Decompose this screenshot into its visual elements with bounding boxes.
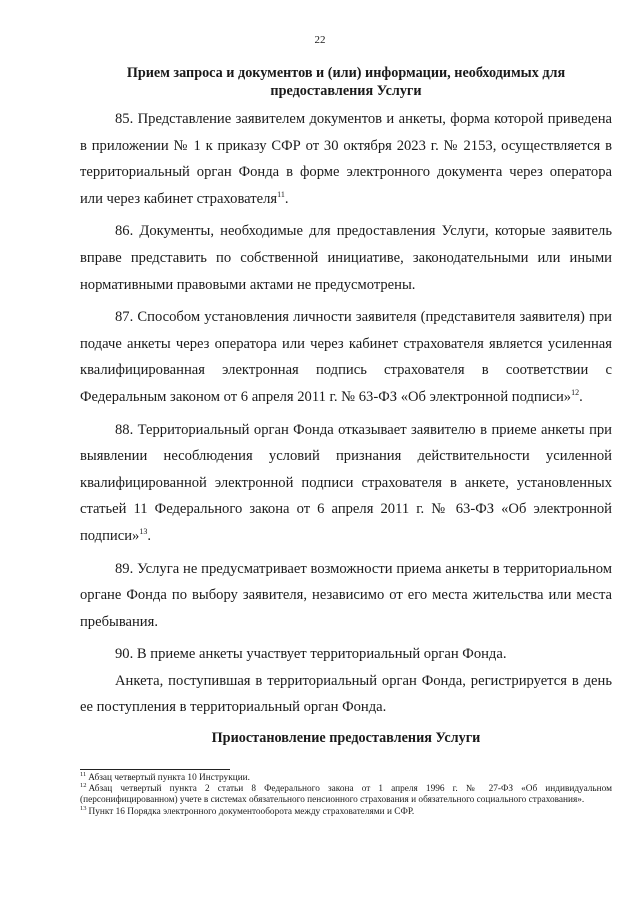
paragraph-88 (80, 417, 612, 550)
paragraph-90 (80, 641, 612, 668)
footnote-11 (80, 773, 612, 784)
footnote-13 (80, 804, 612, 818)
document-body (80, 106, 612, 727)
section-title-suspension: Приостановление предоставления Услуги (211, 730, 481, 746)
footnote-11-mark: 11 (80, 771, 87, 778)
footnote-ref-12: 12 (571, 387, 580, 397)
footnote-12-mark: 12 (80, 782, 87, 790)
paragraph-88-end: . (147, 527, 151, 544)
paragraph-89 (80, 556, 612, 636)
section-title-line-2: предоставления Услуги (270, 83, 422, 99)
page-number: 22 (314, 34, 326, 46)
footnote-13-mark: 13 (80, 804, 87, 812)
paragraph-90-registration (80, 668, 612, 721)
paragraph-90-text: 90. В приеме анкеты участвует территориальный орган Фонда. (115, 646, 507, 663)
paragraph-89-text: 89. Услуга не предусматривает возможности приема анкеты в территориальном органе Фонда по выбору заявителя, независимо от его места жительства или места пребывания. (80, 560, 612, 630)
footnote-ref-11: 11 (277, 189, 285, 199)
paragraph-85-text: 85. Представление заявителем документов и анкеты, форма которой приведена в приложении № 1 к приказу СФР от 30 октября 2023 г. № 2153, осуществляется в территориальный орган Фонда в форме электронного документа через оператора или через кабинет страхователя (80, 111, 612, 207)
paragraph-85-end: . (284, 190, 289, 207)
section-title-reception (80, 64, 612, 100)
footnotes (80, 773, 612, 818)
footnote-12-text: Абзац четвертый пункта 2 статьи 8 Федерального закона от 1 апреля 1996 г. № 27-ФЗ «Об индивидуальном (персонифицированном) учете в системах обязательного пенсионного страхования и обязательного социального страхования». (80, 784, 612, 806)
footnote-separator (80, 769, 230, 770)
section-title-line-1: Прием запроса и документов и (или) информации, необходимых для (126, 65, 566, 81)
paragraph-85 (80, 106, 612, 212)
footnote-12 (80, 784, 612, 806)
paragraph-87 (80, 304, 612, 410)
paragraph-90-registration-text: Анкета, поступившая в территориальный орган Фонда, регистрируется в день ее поступления в территориальный орган Фонда. (80, 672, 612, 716)
paragraph-87-end: . (579, 388, 583, 405)
paragraph-86 (80, 218, 612, 298)
paragraph-88-text: 88. Территориальный орган Фонда отказывает заявителю в приеме анкеты при выявлении несоблюдения условий признания действительности усиленной квалифицированной электронной подписи страхователя в анкете, установленных статьей 11 Федерального закона от 6 апреля 2011 г. № 63-ФЗ «Об электронной подписи» (80, 421, 612, 544)
footnote-ref-13: 13 (139, 526, 148, 536)
footnote-13-text: Пункт 16 Порядка электронного документооборота между страхователями и СФР. (88, 806, 415, 817)
paragraph-87-text: 87. Способом установления личности заявителя (представителя заявителя) при подаче анкеты через оператора или через кабинет страхователя является усиленная квалифицированная электронная подпись страхователя в соответствии с Федеральным законом от 6 апреля 2011 г. № 63-ФЗ «Об электронной подписи» (80, 309, 612, 405)
footnote-11-text: Абзац четвертый пункта 10 Инструкции. (88, 773, 250, 783)
paragraph-86-text: 86. Документы, необходимые для предоставления Услуги, которые заявитель вправе представить по собственной инициативе, законодательными или иными нормативными правовыми актами не предусмотрены. (80, 223, 612, 293)
